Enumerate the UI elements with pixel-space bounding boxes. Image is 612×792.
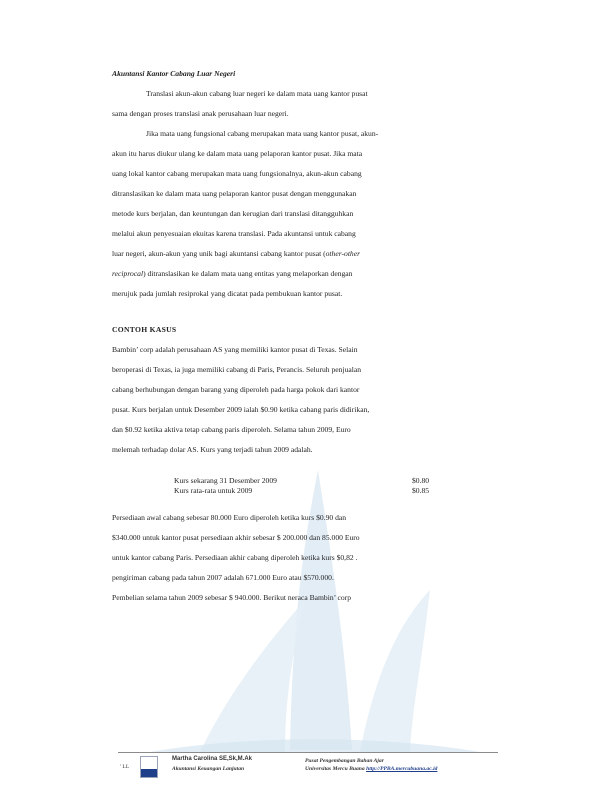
paragraph-line: ditranslasikan ke dalam mata uang pelaporan kantor pusat dengan menggunakan bbox=[112, 189, 357, 198]
italic-term: other-other bbox=[325, 249, 361, 258]
paragraph-line: akun itu harus diukur ulang ke dalam mata uang pelaporan kantor pusat. Jika mata bbox=[112, 149, 363, 158]
italic-term: reciprocal bbox=[112, 269, 144, 278]
paragraph-line: Persediaan awal cabang sebesar 80.000 Euro diperoleh ketika kurs $0.90 dan bbox=[112, 513, 347, 522]
paragraph-line: melemah terhadap dolar AS. Kurs yang terjadi tahun 2009 adalah. bbox=[112, 445, 313, 454]
rate-row bbox=[174, 486, 434, 496]
paragraph-text: luar negeri, akun-akun yang unik bagi akuntansi cabang kantor pusat ( bbox=[112, 249, 326, 258]
page-number: 3 bbox=[147, 765, 151, 771]
rate-row bbox=[174, 476, 434, 486]
paragraph-line: Jika mata uang fungsional cabang merupakan mata uang kantor pusat, akun- bbox=[146, 129, 379, 138]
footer-mark: ' LL bbox=[120, 764, 130, 770]
case-title: CONTOH KASUS bbox=[112, 325, 177, 334]
paragraph-line: Translasi akun-akun cabang luar negeri ke dalam mata uang kantor pusat bbox=[146, 89, 368, 98]
paragraph-line: Pembelian selama tahun 2009 sebesar $ 940.000. Berikut neraca Bambin’ corp bbox=[112, 593, 351, 602]
rate-label: Kurs sekarang 31 Desember 2009 bbox=[174, 476, 277, 485]
rate-value: $0.85 bbox=[412, 486, 430, 495]
rate-label: Kurs rata-rata untuk 2009 bbox=[174, 486, 253, 495]
paragraph-line: untuk kantor cabang Paris. Persediaan akhir cabang diperoleh ketika kurs $0,82 . bbox=[112, 553, 358, 562]
footer-university bbox=[305, 766, 437, 772]
page-number-box bbox=[140, 756, 158, 778]
footer-author: Martha Carolina SE,Sk,M.Ak bbox=[172, 756, 253, 762]
paragraph-line: metode kurs berjalan, dan keuntungan dan kerugian dari translasi ditangguhkan bbox=[112, 209, 354, 218]
paragraph-text: ) ditranslasikan ke dalam mata uang entitas yang melaporkan dengan bbox=[143, 269, 353, 278]
paragraph-line bbox=[112, 264, 507, 284]
paragraph-line: Bambin’ corp adalah perusahaan AS yang memiliki kantor pusat di Texas. Selain bbox=[112, 345, 358, 354]
paragraph-line: merujuk pada jumlah resiprokal yang dicatat pada pembukuan kantor pusat. bbox=[112, 289, 343, 298]
rate-value: $0.80 bbox=[412, 476, 430, 485]
paragraph-line: dan $0.92 ketika aktiva tetap cabang paris diperoleh. Selama tahun 2009, Euro bbox=[112, 425, 351, 434]
footer-university-name: Universitas Mercu Buana bbox=[305, 766, 365, 772]
paragraph-line: uang lokal kantor cabang merupakan mata uang fungsionalnya, akun-akun cabang bbox=[112, 169, 362, 178]
paragraph-line: melalui akun penyesuaian ekuitas karena translasi. Pada akuntansi untuk cabang bbox=[112, 229, 356, 238]
paragraph-line: beroperasi di Texas, ia juga memiliki cabang di Paris, Perancis. Seluruh penjualan bbox=[112, 365, 362, 374]
paragraph-line: sama dengan proses translasi anak perusahaan luar negeri. bbox=[112, 109, 289, 118]
paragraph-line: pusat. Kurs berjalan untuk Desember 2009 ialah $0.90 ketika cabang paris didirikan, bbox=[112, 405, 370, 414]
paragraph-line: pengiriman cabang pada tahun 2007 adalah 671.000 Euro atau $570.000. bbox=[112, 573, 334, 582]
paragraph-line bbox=[112, 244, 507, 264]
paragraph-line: cabang berhubungan dengan barang yang diperoleh pada harga pokok dari kantor bbox=[112, 385, 360, 394]
section-heading: Akuntansi Kantor Cabang Luar Negeri bbox=[112, 69, 236, 78]
footer-link[interactable]: http://PPBA.mercubuana.ac.id bbox=[366, 766, 438, 772]
footer-course: Akuntansi Keuangan Lanjutan bbox=[172, 766, 245, 772]
footer-rule bbox=[118, 752, 498, 753]
paragraph-line: $340.000 untuk kantor pusat persediaan akhir sebesar $ 200.000 dan 85.000 Euro bbox=[112, 533, 360, 542]
footer-center-title: Pusat Pengembangan Bahan Ajar bbox=[305, 758, 384, 764]
